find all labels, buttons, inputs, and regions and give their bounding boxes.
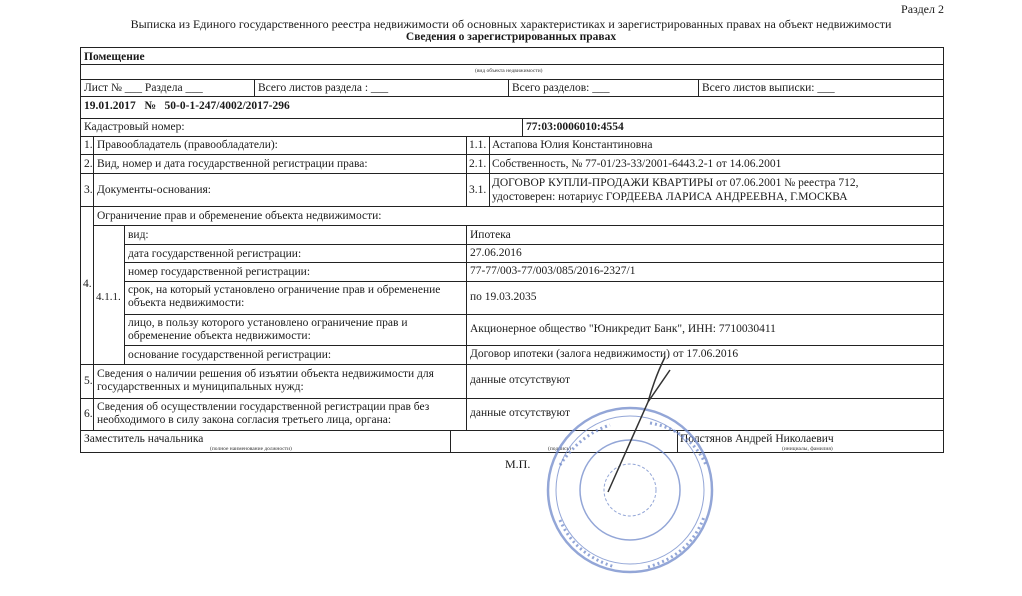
object-type-caption: (вид объекта недвижимости) (475, 68, 543, 74)
stamp-place: М.П. (505, 457, 531, 471)
basis-documents-label: Документы-основания: (97, 184, 211, 196)
official-position: Заместитель начальника (84, 433, 204, 445)
registration-number-value: 77-77/003-77/003/085/2016-2327/1 (470, 265, 636, 277)
row-subnumber: 3.1. (469, 184, 487, 196)
term-value: по 19.03.2035 (470, 291, 537, 303)
registration-basis-value: Договор ипотеки (залога недвижимости) от 17.06.2016 (470, 348, 739, 360)
object-type: Помещение (84, 51, 145, 63)
basis-document-line1: ДОГОВОР КУПЛИ-ПРОДАЖИ КВАРТИРЫ от 07.06.2001 № реестра 712, (492, 177, 859, 189)
rightholder-label: Правообладатель (правообладатели): (97, 139, 278, 151)
row-number: 4. (83, 278, 92, 290)
encumbrance-label: Ограничение прав и обременение объекта недвижимости: (97, 210, 382, 222)
row-subnumber: 1.1. (469, 139, 487, 151)
registration-number-label: номер государственной регистрации: (128, 266, 311, 278)
beneficiary-value: Акционерное общество "Юникредит Банк", ИНН: 7710030411 (470, 323, 776, 335)
cadastral-label: Кадастровый номер: (84, 121, 185, 133)
encumbrance-type-value: Ипотека (470, 229, 511, 241)
row-number: 3. (84, 184, 93, 196)
row-subnumber: 2.1. (469, 158, 487, 170)
registration-date-label: дата государственной регистрации: (128, 248, 302, 260)
row-number: 5. (84, 375, 93, 387)
right-registration-label: Вид, номер и дата государственной регистрации права: (97, 158, 368, 170)
term-label-line2: объекта недвижимости: (128, 297, 245, 309)
seizure-label-line1: Сведения о наличии решения об изъятии объекта недвижимости для (97, 368, 434, 380)
term-label-line1: срок, на который установлено ограничение прав и обременение (128, 284, 441, 296)
document-title: Выписка из Единого государственного реестра недвижимости об основных характеристиках и зарегистрированных правах на объект недвижимости (130, 17, 892, 31)
beneficiary-label-line2: обременение объекта недвижимости: (128, 330, 311, 342)
total-sections: Всего разделов: ___ (512, 82, 610, 94)
rightholder-value: Астапова Юлия Константиновна (492, 139, 653, 151)
encumbrance-type-label: вид: (128, 229, 149, 241)
registration-date-value: 27.06.2016 (470, 247, 522, 259)
signature-mark (600, 352, 700, 502)
consent-value: данные отсутствуют (470, 407, 570, 419)
consent-label-line1: Сведения об осуществлении государственной регистрации прав без (97, 401, 430, 413)
right-registration-value: Собственность, № 77-01/23-33/2001-6443.2-1 от 14.06.2001 (492, 158, 782, 170)
basis-document-line2: удостоверен: нотариус ГОРДЕЕВА ЛАРИСА АНДРЕЕВНА, Г.МОСКВА (492, 191, 848, 203)
document-subtitle: Сведения о зарегистрированных правах (405, 31, 617, 43)
row-number: 6. (84, 408, 93, 420)
seizure-label-line2: государственных и муниципальных нужд: (97, 381, 304, 393)
name-caption: (инициалы, фамилия) (782, 446, 833, 452)
row-number: 1. (84, 139, 93, 151)
registration-basis-label: основание государственной регистрации: (128, 349, 332, 361)
beneficiary-label-line1: лицо, в пользу которого установлено ограничение прав и (128, 317, 408, 329)
section-label: Раздел 2 (901, 2, 944, 16)
signature-caption: (подпись) (548, 446, 571, 452)
total-sheets: Всего листов раздела : ___ (258, 82, 389, 94)
row-number: 2. (84, 158, 93, 170)
cadastral-number: 77:03:0006010:4554 (526, 121, 624, 133)
row-subnumber: 4.1.1. (96, 291, 121, 303)
consent-label-line2: необходимого в силу закона согласия третьего лица, органа: (97, 414, 392, 426)
record-date-number: 19.01.2017 № 50-0-1-247/4002/2017-296 (84, 100, 290, 112)
position-caption: (полное наименование должности) (210, 446, 292, 452)
official-name: Полстянов Андрей Николаевич (680, 433, 834, 445)
total-extract-sheets: Всего листов выписки: ___ (702, 82, 835, 94)
seizure-value: данные отсутствуют (470, 374, 570, 386)
sheet-number: Лист № ___ Раздела ___ (84, 82, 203, 94)
